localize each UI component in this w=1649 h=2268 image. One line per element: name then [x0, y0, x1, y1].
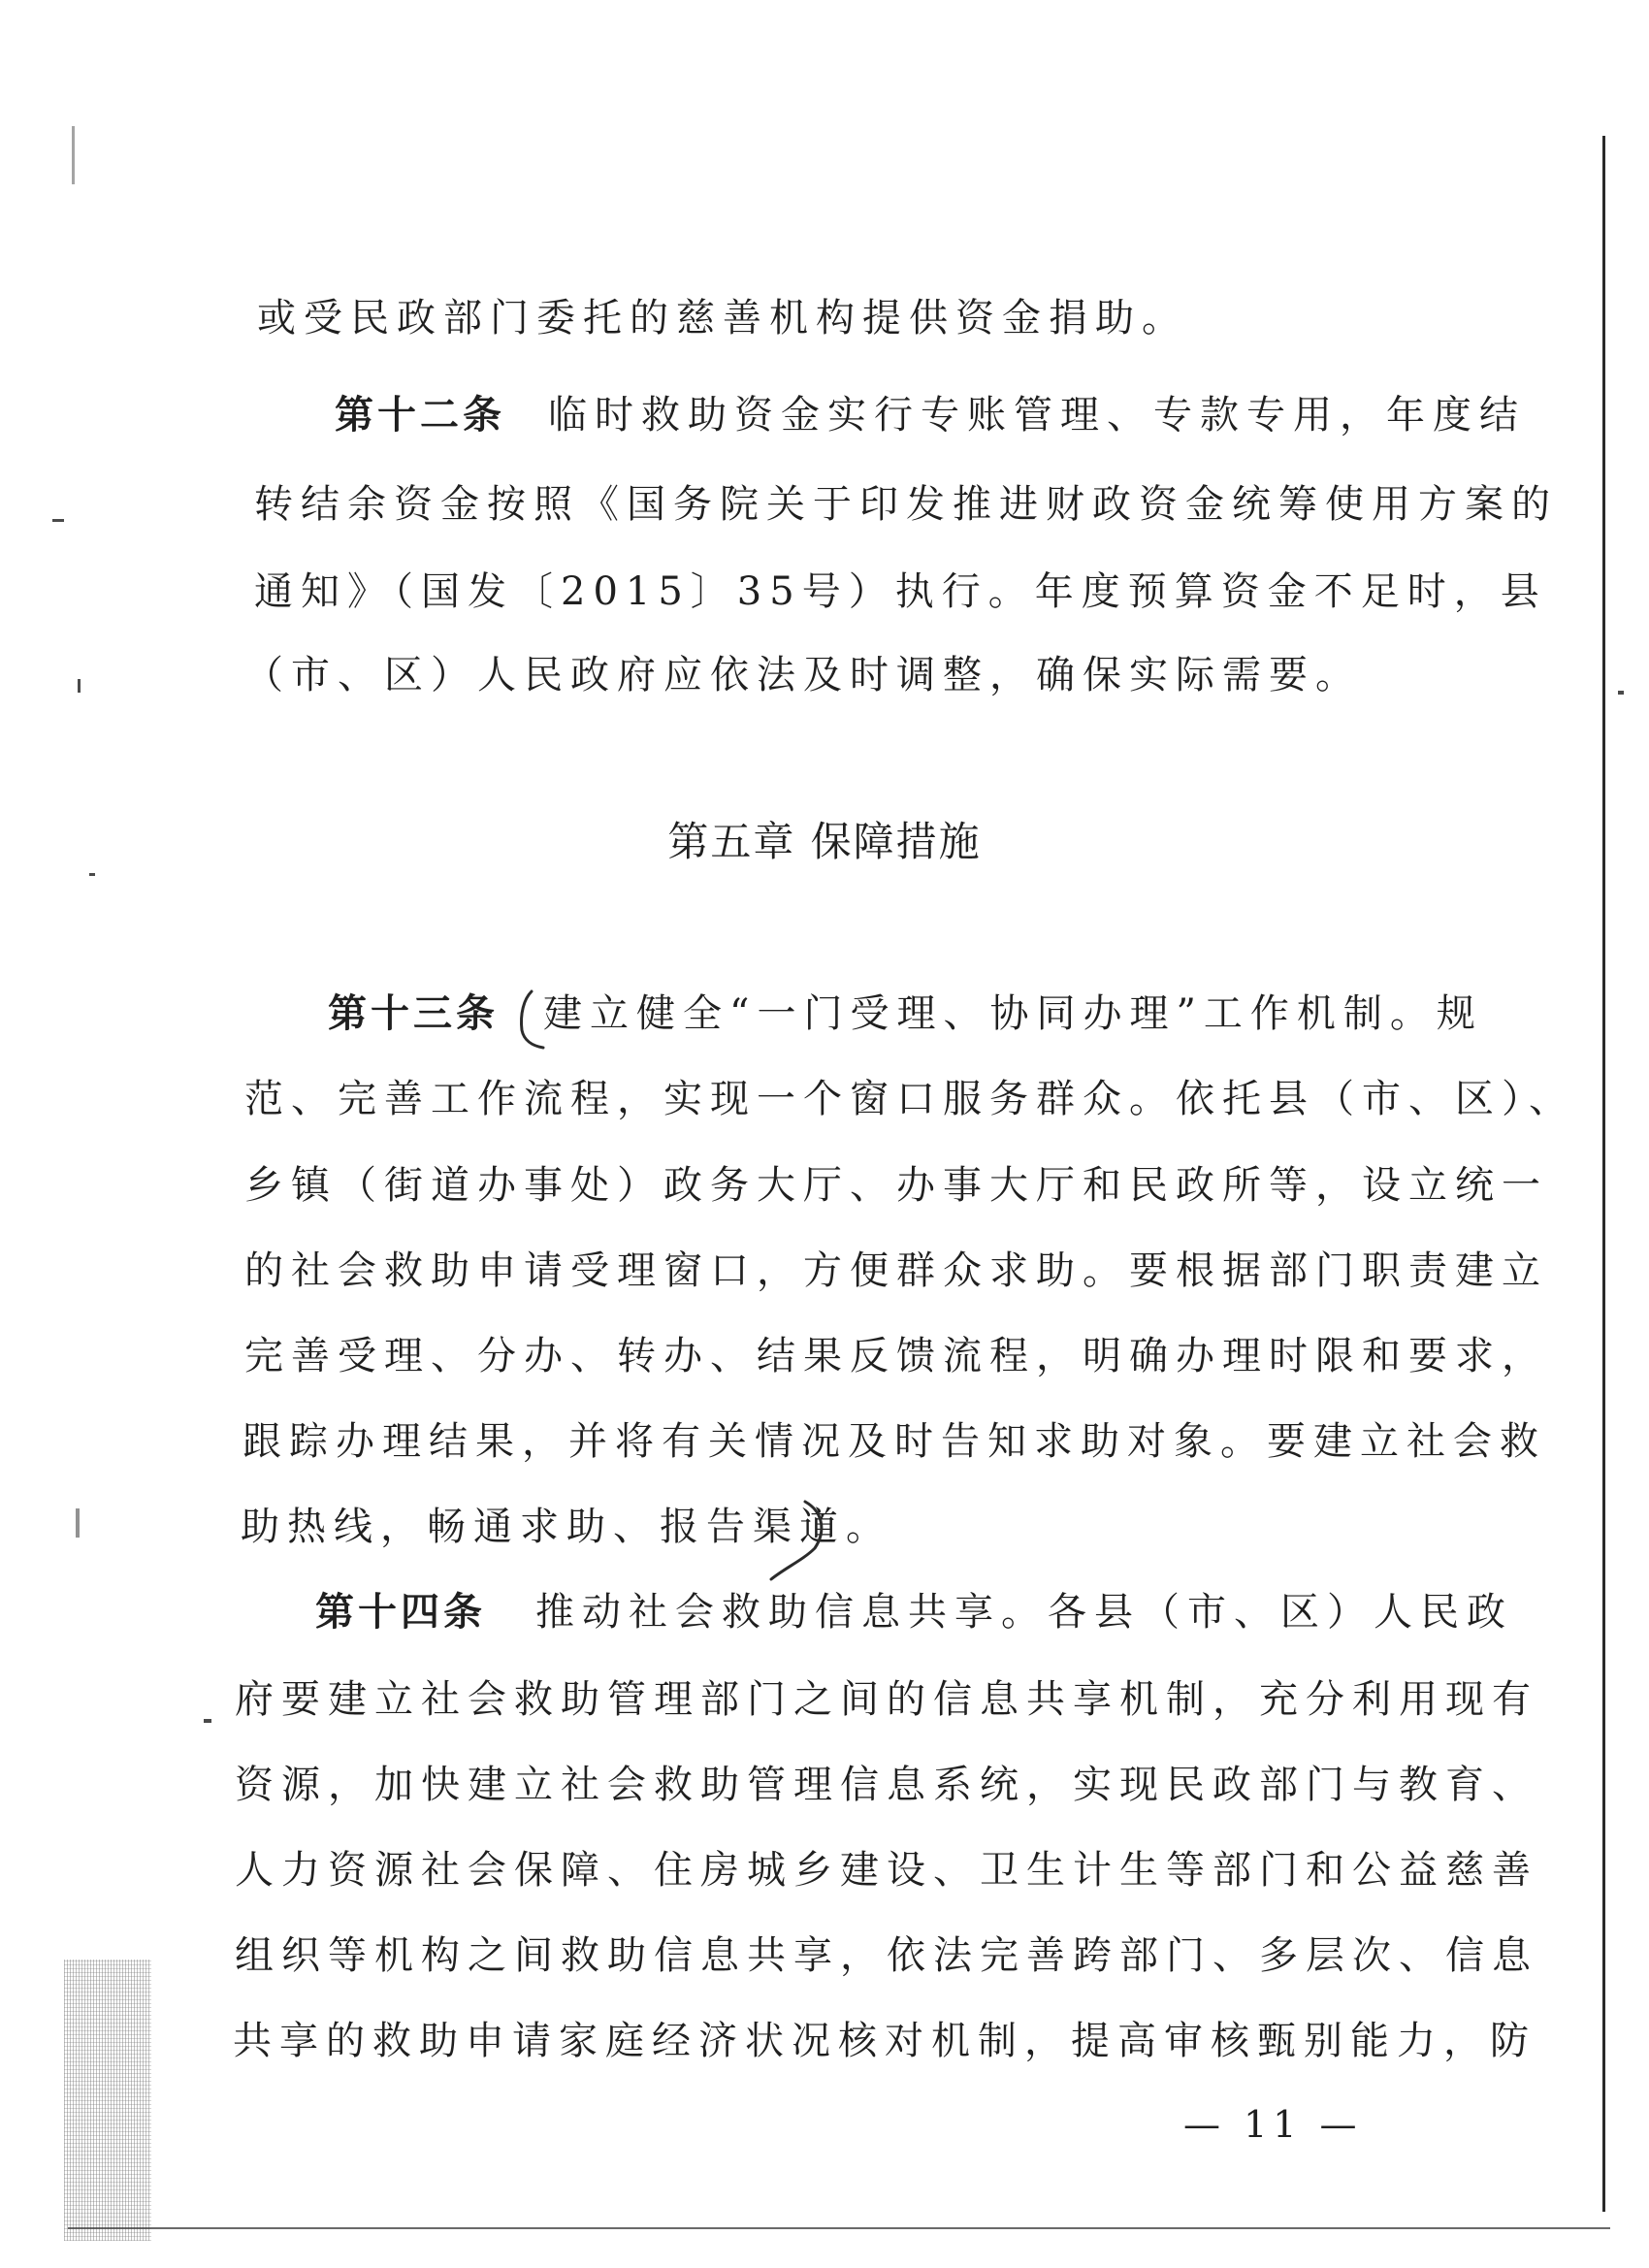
open-bracket-mark	[521, 991, 543, 1048]
paragraph-line: 的社会救助申请受理窗口，方便群众求助。要根据部门职责建立	[244, 1248, 1548, 1293]
paragraph-line: 跟踪办理结果，并将有关情况及时告知求助对象。要建立社会救	[242, 1419, 1546, 1464]
chapter-title: 第五章 保障措施	[667, 818, 982, 865]
paragraph-line: 府要建立社会救助管理部门之间的信息共享机制，充分利用现有	[235, 1677, 1538, 1722]
article-heading: 第十二条	[335, 392, 505, 437]
paragraph-line: 或受民政部门委托的慈善机构提供资金捐助。	[257, 296, 1188, 340]
page-number: — 11 —	[1183, 2103, 1363, 2146]
close-bracket-mark	[771, 1502, 822, 1579]
paragraph-line: 完善受理、分办、转办、结果反馈流程，明确办理时限和要求，	[244, 1334, 1548, 1378]
paragraph-line: 人力资源社会保障、住房城乡建设、卫生计生等部门和公益慈善	[235, 1848, 1538, 1893]
paragraph-line: （市、区）人民政府应依法及时调整，确保实际需要。	[244, 653, 1362, 697]
paragraph-line: 范、完善工作流程，实现一个窗口服务群众。依托县（市、区）、	[244, 1077, 1575, 1121]
paragraph-line: 助热线，畅通求助、报告渠道。	[241, 1505, 892, 1549]
paragraph-line: 转结余资金按照《国务院关于印发推进财政资金统筹使用方案的	[254, 482, 1558, 527]
paragraph-line: 建立健全“一门受理、协同办理”工作机制。规	[543, 991, 1483, 1036]
paragraph-line: 组织等机构之间救助信息共享，依法完善跨部门、多层次、信息	[235, 1933, 1538, 1978]
paragraph-line: 临时救助资金实行专账管理、专款专用，年度结	[548, 393, 1526, 437]
article-heading: 第十三条	[328, 990, 499, 1036]
paragraph-line: 资源，加快建立社会救助管理信息系统，实现民政部门与教育、	[235, 1763, 1538, 1807]
paragraph-line: 共享的救助申请家庭经济状况核对机制，提高审核甄别能力，防	[233, 2019, 1536, 2063]
paragraph-line: 乡镇（街道办事处）政务大厅、办事大厅和民政所等，设立统一	[244, 1163, 1548, 1208]
article-heading: 第十四条	[315, 1589, 486, 1635]
paragraph-line: 通知》（国发〔2015〕35号）执行。年度预算资金不足时，县	[254, 569, 1547, 614]
paragraph-line: 推动社会救助信息共享。各县（市、区）人民政	[535, 1590, 1513, 1635]
